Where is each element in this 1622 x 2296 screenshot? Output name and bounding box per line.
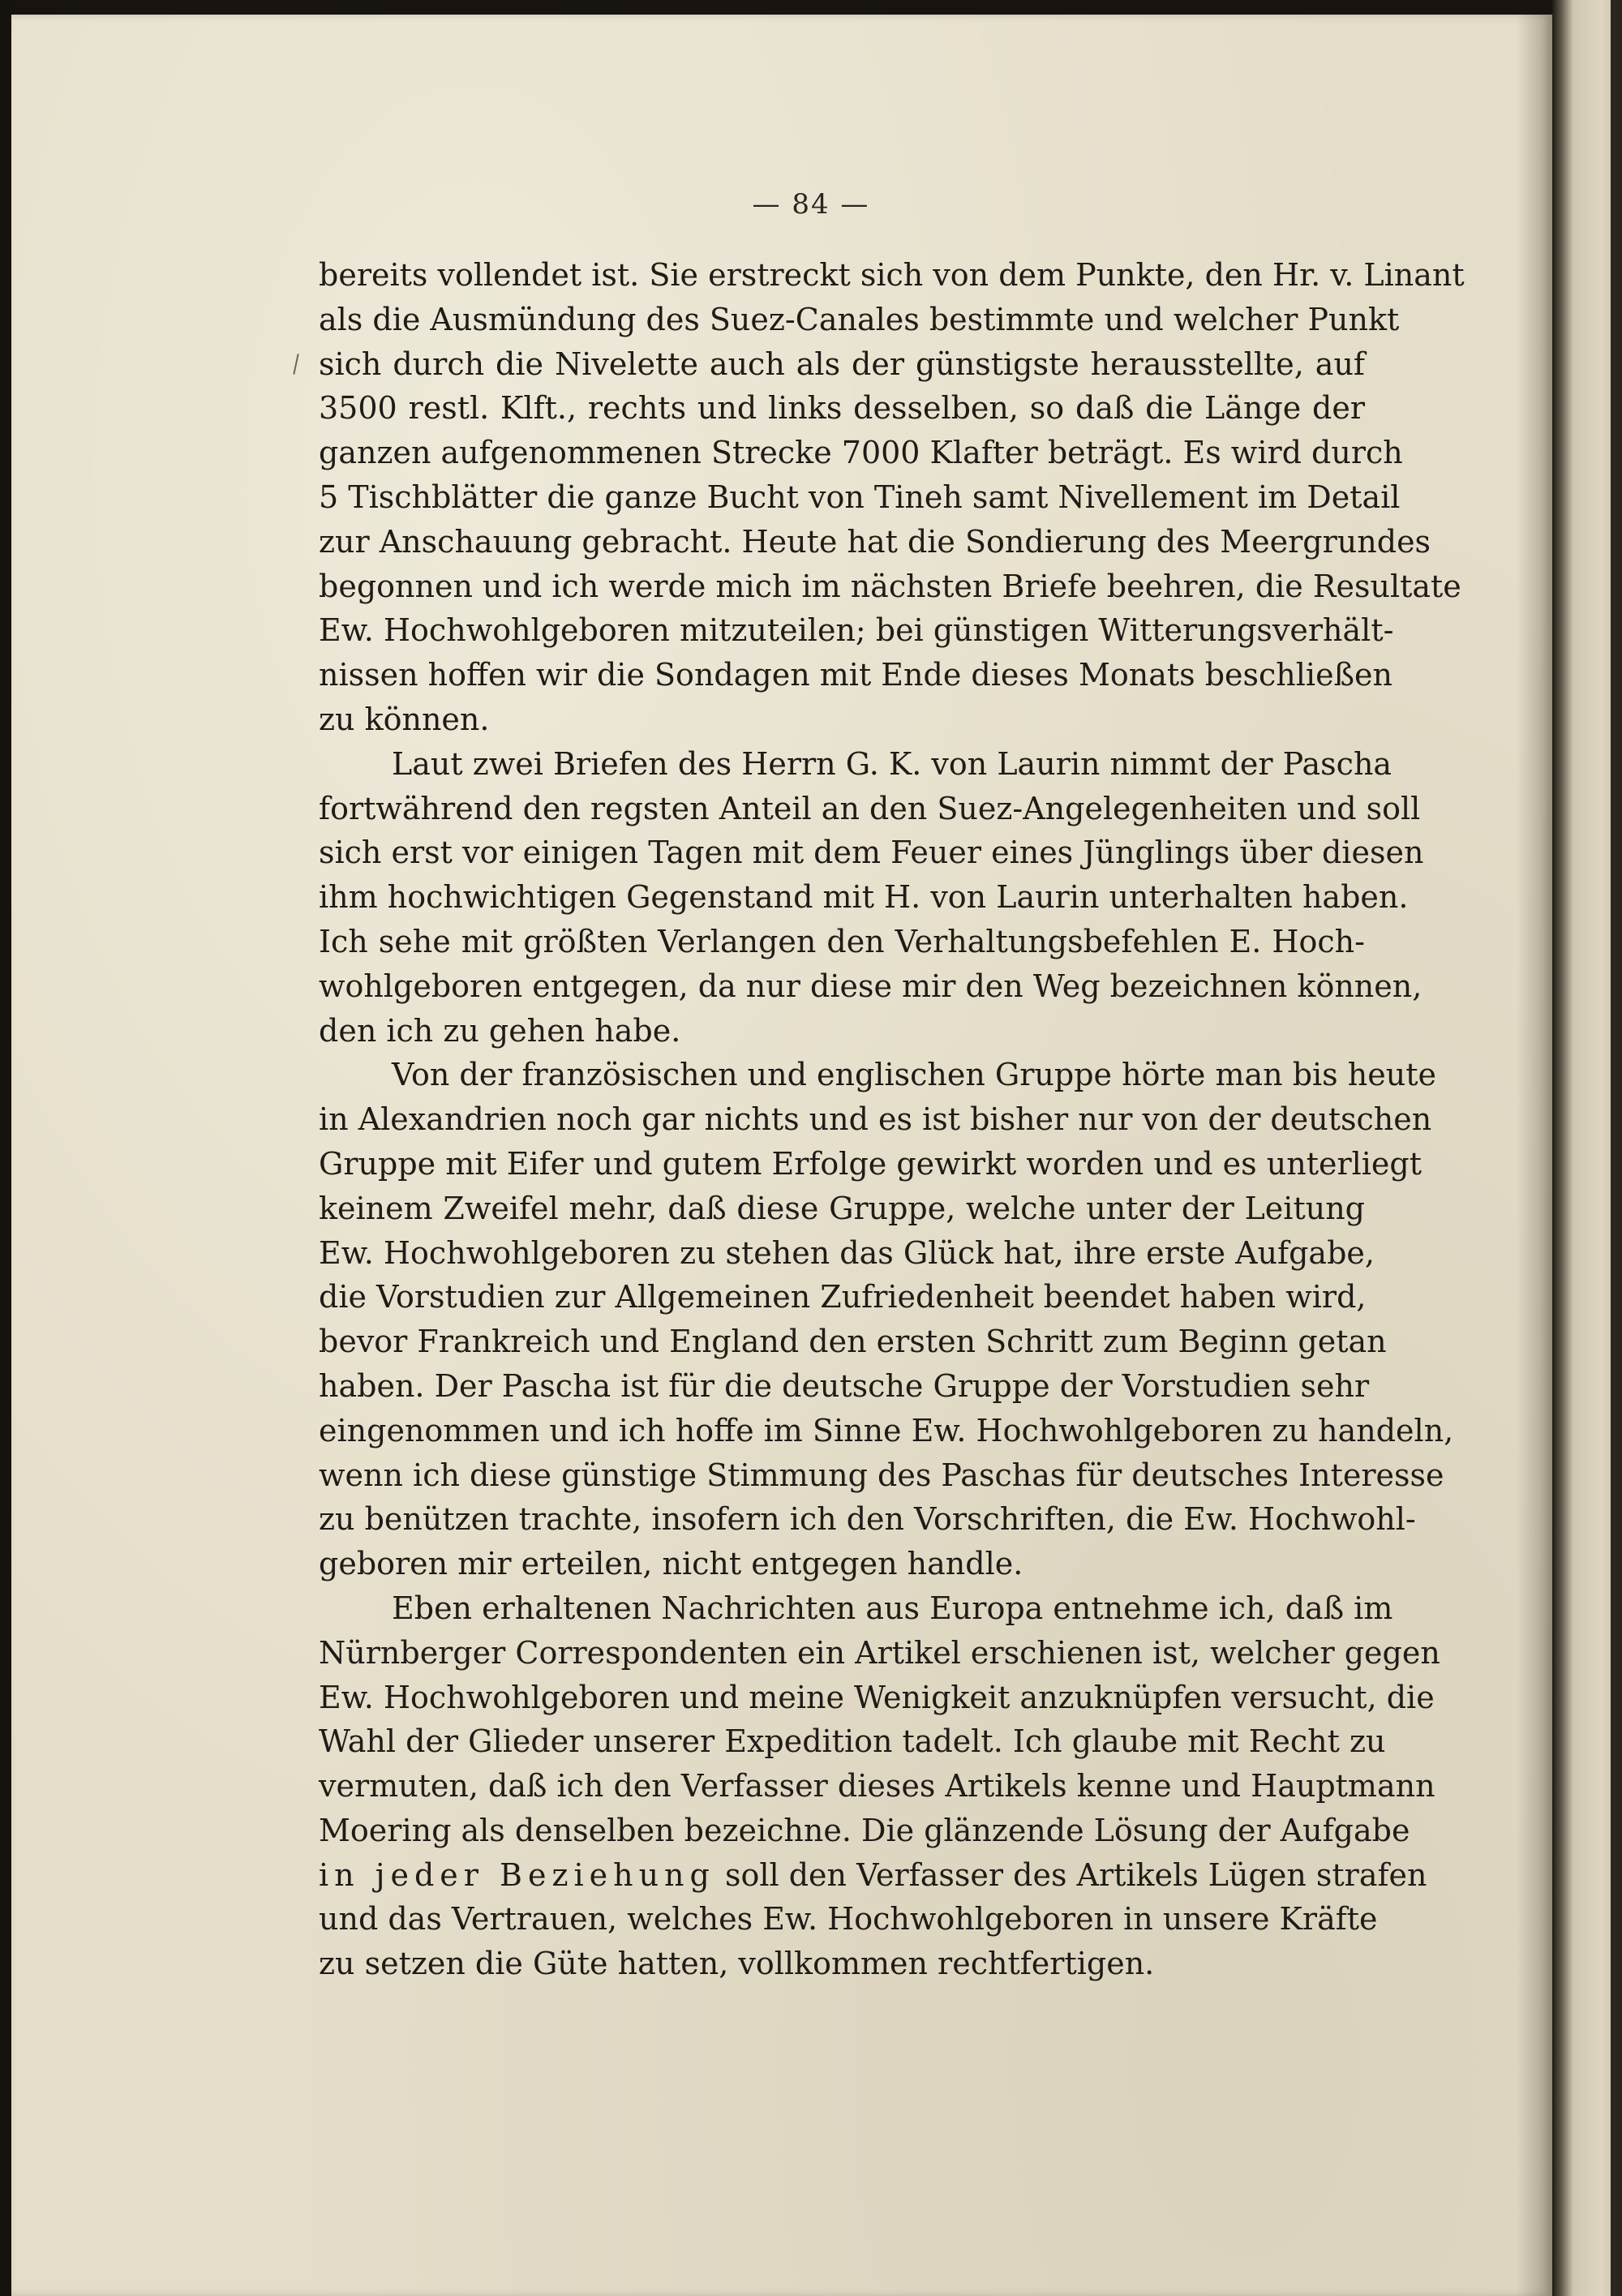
paragraph (319, 253, 1465, 742)
text-line: 5 Tischblätter die ganze Bucht von Tineh samt Nivellement im Detail (319, 479, 1401, 515)
text-line: ihm hochwichtigen Gegenstand mit H. von Laurin unterhalten haben. (319, 879, 1409, 916)
page-gutter-shadow (1517, 15, 1552, 2296)
text-line: zu benützen trachte, insofern ich den Vorschriften, die Ew. Hochwohl- (319, 1501, 1416, 1538)
text-line: zu können. (319, 701, 490, 737)
text-line: zu setzen die Güte hatten, vollkommen rechtfertigen. (319, 1946, 1155, 1982)
text-line: bereits vollendet ist. Sie erstreckt sich von dem Punkte, den Hr. v. Linant (319, 257, 1465, 293)
text-line: sich durch die Nivelette auch als der günstigste herausstellte, auf (319, 345, 1365, 382)
spaced-line-rest: soll den Verfasser des Artikels Lügen strafen (714, 1856, 1427, 1893)
text-line: haben. Der Pascha ist für die deutsche Gruppe der Vorstudien sehr (319, 1367, 1370, 1404)
text-line: sich erst vor einigen Tagen mit dem Feuer eines Jünglings über diesen (319, 835, 1424, 871)
text-line: Von der französischen und englischen Gruppe hörte man bis heute (392, 1057, 1436, 1093)
page-number: — 84 — (752, 188, 870, 221)
text-line: Moering als denselben bezeichne. Die glänzende Lösung der Aufgabe (319, 1812, 1410, 1848)
text-line: und das Vertrauen, welches Ew. Hochwohlgeboren in unsere Kräfte (319, 1901, 1378, 1938)
text-line: geboren mir erteilen, nicht entgegen handle. (319, 1546, 1023, 1582)
text-line: fortwährend den regsten Anteil an den Suez-Angelegenheiten und soll (319, 790, 1421, 826)
text-line: wenn ich diese günstige Stimmung des Paschas für deutsches Interesse (319, 1457, 1444, 1493)
text-line: vermuten, daß ich den Verfasser dieses Artikels kenne und Hauptmann (319, 1768, 1435, 1805)
text-line: eingenommen und ich hoffe im Sinne Ew. Hochwohlgeboren zu handeln, (319, 1412, 1454, 1448)
text-line: zur Anschauung gebracht. Heute hat die Sondierung des Meergrundes (319, 523, 1431, 560)
text-line: 3500 restl. Klft., rechts und links desselben, so daß die Länge der (319, 390, 1365, 427)
paragraph (319, 1053, 1454, 1586)
text-line: als die Ausmündung des Suez-Canales bestimmte und welcher Punkt (319, 301, 1400, 337)
text-line: Wahl der Glieder unserer Expedition tadelt. Ich glaube mit Recht zu (319, 1723, 1386, 1760)
text-line: Laut zwei Briefen des Herrn G. K. von Laurin nimmt der Pascha (392, 745, 1392, 782)
text-line: in Alexandrien noch gar nichts und es ist bisher nur von der deutschen (319, 1101, 1432, 1138)
body-text (319, 253, 1465, 1986)
spaced-emphasis: in jeder Beziehung (319, 1856, 715, 1893)
text-line: ganzen aufgenommenen Strecke 7000 Klafter beträgt. Es wird durch (319, 435, 1403, 471)
paragraph (319, 742, 1424, 1054)
text-line: Ich sehe mit größten Verlangen den Verhaltungsbefehlen E. Hoch- (319, 923, 1365, 959)
text-line-spaced-emphasis (319, 1853, 1427, 1898)
text-line: Ew. Hochwohlgeboren und meine Wenigkeit anzuknüpfen versucht, die (319, 1679, 1435, 1715)
text-line: Eben erhaltenen Nachrichten aus Europa entnehme ich, daß im (392, 1590, 1393, 1626)
text-line: bevor Frankreich und England den ersten Schritt zum Beginn getan (319, 1324, 1387, 1360)
text-line: nissen hoffen wir die Sondagen mit Ende dieses Monats beschließen (319, 657, 1392, 693)
text-line: keinem Zweifel mehr, daß diese Gruppe, welche unter der Leitung (319, 1190, 1365, 1226)
scan-border-right (1611, 0, 1622, 2296)
text-line: Ew. Hochwohlgeboren mitzuteilen; bei günstigen Witterungsverhält- (319, 612, 1394, 649)
text-line: begonnen und ich werde mich im nächsten Briefe beehren, die Resultate (319, 568, 1461, 604)
paragraph (319, 1586, 1440, 1986)
text-line: Ew. Hochwohlgeboren zu stehen das Glück hat, ihre erste Aufgabe, (319, 1234, 1375, 1271)
text-line: den ich zu gehen habe. (319, 1012, 681, 1049)
text-line: die Vorstudien zur Allgemeinen Zufriedenheit beendet haben wird, (319, 1279, 1367, 1315)
text-line: wohlgeboren entgegen, da nur diese mir den Weg bezeichnen können, (319, 968, 1422, 1004)
text-line: Gruppe mit Eifer und gutem Erfolge gewirkt worden und es unterliegt (319, 1145, 1422, 1182)
text-line: Nürnberger Correspondenten ein Artikel erschienen ist, welcher gegen (319, 1634, 1440, 1671)
